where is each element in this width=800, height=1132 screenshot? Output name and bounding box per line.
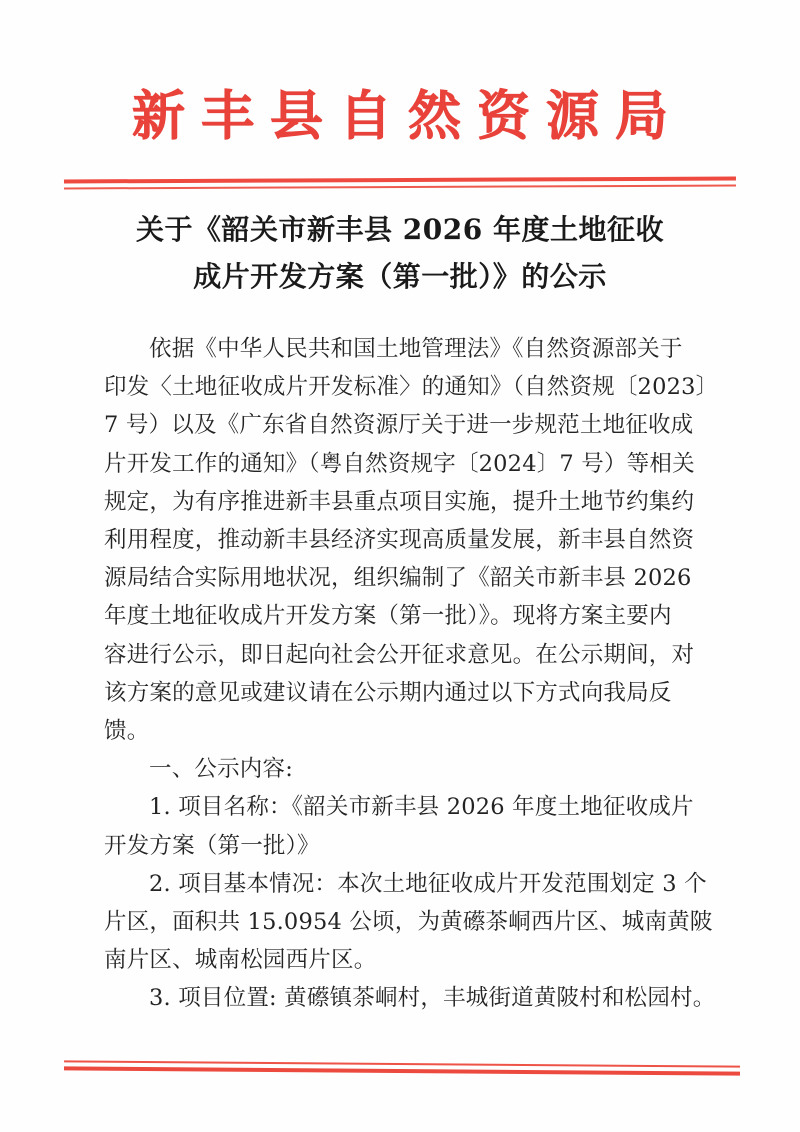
section-heading-one-text: 一、公示内容: [149,756,293,783]
paragraph-intro-line-2: 印发〈土地征收成片开发标准〉的通知》（自然资规〔2023〕 [104,374,719,401]
paragraph-intro-line-4: 片开发工作的通知》（粤自然资规字〔2024〕7 号）等相关 [104,450,695,477]
document-title [108,206,692,300]
document-title-line-1: 关于《韶关市新丰县 2026 年度土地征收 [136,213,664,246]
paragraph-intro-line-1: 依据《中华人民共和国土地管理法》《自然资源部关于 [149,336,683,362]
paragraph-intro-line-11: 馈。 [104,718,150,745]
document-title-line-2: 成片开发方案（第一批）》的公示 [193,260,607,293]
paragraph-intro-line-3: 7 号）以及《广东省自然资源厅关于进一步规范土地征收成 [104,412,694,439]
paragraph-intro-line-7: 源局结合实际用地状况，组织编制了《韶关市新丰县 2026 [104,565,692,592]
list-item-project-overview-line-1: 2. 项目基本情况：本次土地征收成片开发范围划定 3 个 [149,870,707,897]
paragraph-intro-line-10: 该方案的意见或建议请在公示期内通过以下方式向我局反 [104,679,672,706]
list-item-project-name [104,788,694,864]
letterhead-divider [64,177,736,194]
footer-line-thick [64,1066,740,1075]
list-item-project-overview-line-2: 片区，面积共 15.0954 公顷，为黄礤茶峒西片区、城南黄陂 [104,909,713,936]
list-item-project-overview [104,865,713,980]
paragraph-intro-line-5: 规定，为有序推进新丰县重点项目实施，提升土地节约集约 [104,488,695,515]
list-item-project-location-line-1: 3. 项目位置: 黄礤镇茶峒村，丰城街道黄陂村和松园村。 [149,985,716,1012]
list-item-project-overview-line-3: 南片区、城南松园西片区。 [104,947,377,974]
paragraph-intro-line-9: 容进行公示，即日起向社会公开征求意见。在公示期间，对 [104,641,695,668]
letterhead [0,84,800,148]
paragraph-intro-line-6: 利用程度，推动新丰县经济实现高质量发展，新丰县自然资 [104,527,695,554]
list-item-project-name-line-1: 1. 项目名称：《韶关市新丰县 2026 年度土地征收成片 [149,794,694,821]
footer-divider [64,1060,740,1079]
list-item-project-location [104,979,716,1017]
divider-line-thick [64,177,736,183]
issuing-authority-letterhead: 新丰县自然资源局 [132,85,684,147]
divider-line-thin [64,185,736,190]
paragraph-intro [104,330,719,750]
section-heading-one [104,750,694,788]
list-item-project-name-line-2: 开发方案（第一批）》 [104,832,320,859]
document-body [104,330,719,1018]
paragraph-intro-line-8: 年度土地征收成片开发方案（第一批）》。现将方案主要内 [104,603,672,630]
